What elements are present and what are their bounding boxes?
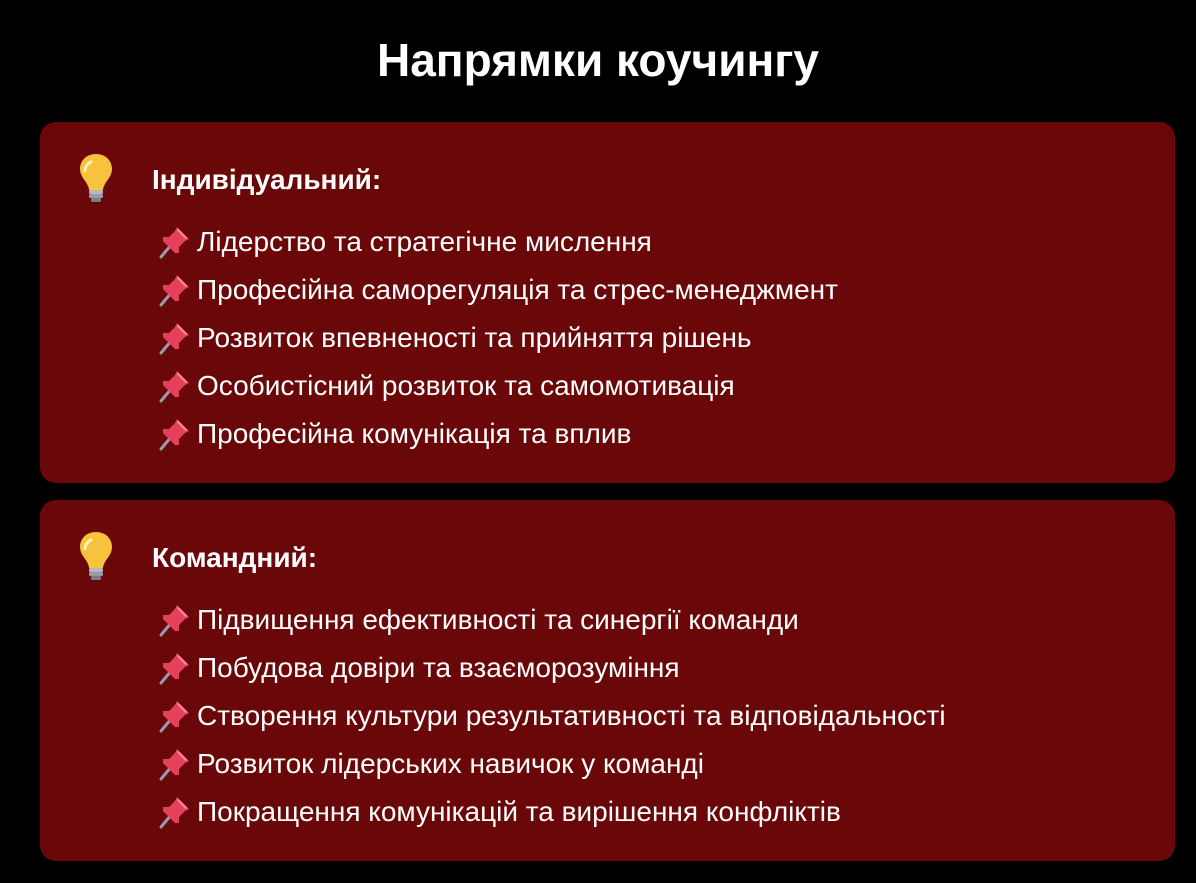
section-item-list [157,596,946,836]
list-item-text: Особистісний розвиток та самомотивація [197,370,735,401]
list-item [157,788,946,836]
pushpin-icon [157,699,191,733]
list-item-text: Професійна саморегуляція та стрес-менеджмент [197,274,838,305]
pushpin-icon [157,603,191,637]
pushpin-icon [157,369,191,403]
pushpin-icon [157,273,191,307]
list-item-text: Розвиток впевненості та прийняття рішень [197,322,752,353]
list-item-text: Створення культури результативності та відповідальності [197,700,946,731]
list-item-text: Лідерство та стратегічне мислення [197,226,652,257]
pushpin-icon [157,651,191,685]
coaching-card-individual [40,122,1175,483]
list-item-text: Розвиток лідерських навичок у команді [197,748,704,779]
list-item [157,740,946,788]
pushpin-icon [157,321,191,355]
list-item [157,362,838,410]
list-item [157,644,946,692]
list-item [157,692,946,740]
pushpin-icon [157,225,191,259]
list-item [157,218,838,266]
list-item [157,314,838,362]
list-item-text: Підвищення ефективності та синергії команди [197,604,799,635]
page-title: Напрямки коучингу [376,34,820,86]
pushpin-icon [157,417,191,451]
lightbulb-icon [78,530,114,582]
pushpin-icon [157,747,191,781]
section-heading: Індивідуальний: [152,164,382,195]
list-item [157,596,946,644]
coaching-card-team [40,500,1175,861]
list-item-text: Побудова довіри та взаєморозуміння [197,652,680,683]
section-item-list [157,218,838,458]
list-item-text: Професійна комунікація та вплив [197,418,632,449]
list-item-text: Покращення комунікацій та вирішення конфліктів [197,796,841,827]
list-item [157,266,838,314]
section-heading: Командний: [152,542,318,573]
pushpin-icon [157,795,191,829]
lightbulb-icon [78,152,114,204]
list-item [157,410,838,458]
